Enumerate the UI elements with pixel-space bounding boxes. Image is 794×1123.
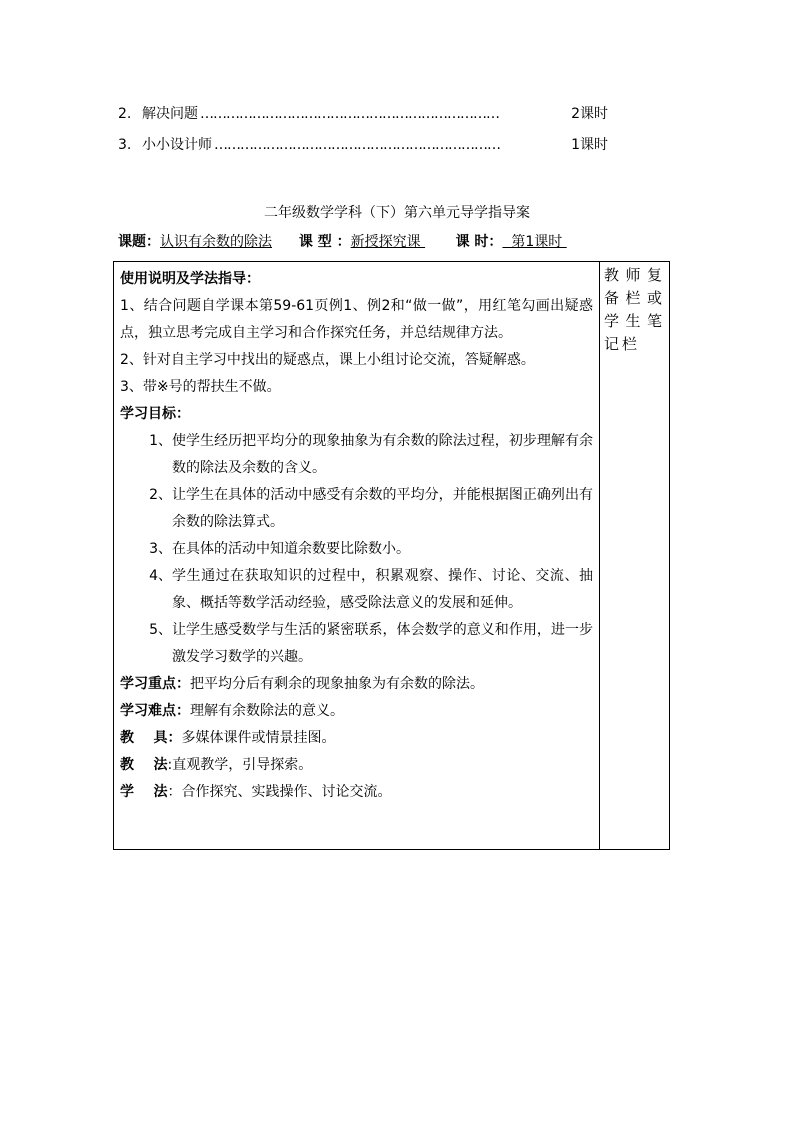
difficulty-row [120,698,593,725]
tools-row [120,725,593,752]
learning-method-row [120,779,593,806]
key-point-label: 学习重点： [120,676,190,692]
learning-method-label: 学 法 [120,784,168,800]
teaching-method-row [120,752,593,779]
instructions-heading: 使用说明及学法指导： [120,271,260,287]
goal-number: 3、 [149,541,172,557]
instruction-item-1: 1、结合问题自学课本第59-61页例1、例2和“做一做”，用红笔勾画出疑惑点，独立思考完成自主学习和合作探究任务，并总结规律方法。 [120,298,593,341]
teaching-method-label: 教 法 [120,757,168,773]
toc-title: 解决问题 [142,106,198,122]
toc-line-designer [118,134,608,154]
toc-title: 小小设计师 [142,137,212,153]
notes-column-cell [600,262,669,849]
goal-text: 让学生在具体的活动中感受有余数的平均分，并能根据图正确列出有余数的除法算式。 [172,487,593,530]
goal-number: 5、 [149,622,172,638]
goal-item-1 [120,428,593,482]
toc-hours: 2课时 [571,106,608,122]
goal-number: 2、 [149,487,172,503]
goal-text: 在具体的活动中知道余数要比除数小。 [172,541,410,557]
topic-value: 认识有余数的除法 [160,234,272,250]
instruction-item-3: 3、带※号的帮扶生不做。 [120,379,281,395]
time-value: 第1课时 [502,234,567,250]
goals-heading: 学习目标： [120,406,190,422]
notes-column-heading: 教师复备栏或学生笔记栏 [604,266,665,353]
goal-number: 4、 [149,568,172,584]
teaching-method-text: :直观教学，引导探索。 [167,757,313,773]
topic-label: 课题： [118,234,160,250]
difficulty-text: 理解有余数除法的意义。 [190,703,344,719]
goal-text: 让学生感受数学与生活的紧密联系，体会数学的意义和作用，进一步激发学习数学的兴趣。 [172,622,593,665]
type-label: 课 型 ： [298,234,351,250]
key-point-text: 把平均分后有剩余的现象抽象为有余数的除法。 [190,676,484,692]
key-point-row [120,671,593,698]
learning-method-text: ：合作探究、实践操作、讨论交流。 [167,784,392,800]
type-value: 新授探究课 [350,234,426,250]
goal-item-5 [120,617,593,671]
toc-number: 2. [118,106,132,122]
goal-number: 1、 [149,433,172,449]
instruction-item-2: 2、针对自主学习中找出的疑惑点，课上小组讨论交流，答疑解惑。 [120,352,535,368]
time-label: 课 时： [455,234,503,250]
goal-text: 使学生经历把平均分的现象抽象为有余数的除法过程，初步理解有余数的除法及余数的含义。 [172,433,593,476]
goal-item-4 [120,563,593,617]
toc-line-solve-problems [118,103,608,123]
toc-leader-dots: ………………………………………………………… [214,137,500,153]
guide-content-cell [114,262,600,849]
guide-table [113,261,670,850]
document-title: 二年级数学学科（下）第六单元导学指导案 [264,205,530,221]
tools-label: 教 具： [120,730,182,746]
goal-item-2 [120,482,593,536]
goal-text: 学生通过在获取知识的过程中，积累观察、操作、讨论、交流、抽象、概括等数学活动经验，感受除法意义的发展和延伸。 [172,568,593,611]
goal-item-3 [120,536,593,563]
tools-text: 多媒体课件或情景挂图。 [181,730,336,746]
toc-hours: 1课时 [571,137,608,153]
difficulty-label: 学习难点： [120,703,190,719]
lesson-info-row [118,231,678,251]
toc-leader-dots: …………………………………………………………… [200,106,499,122]
toc-number: 3. [118,137,132,153]
